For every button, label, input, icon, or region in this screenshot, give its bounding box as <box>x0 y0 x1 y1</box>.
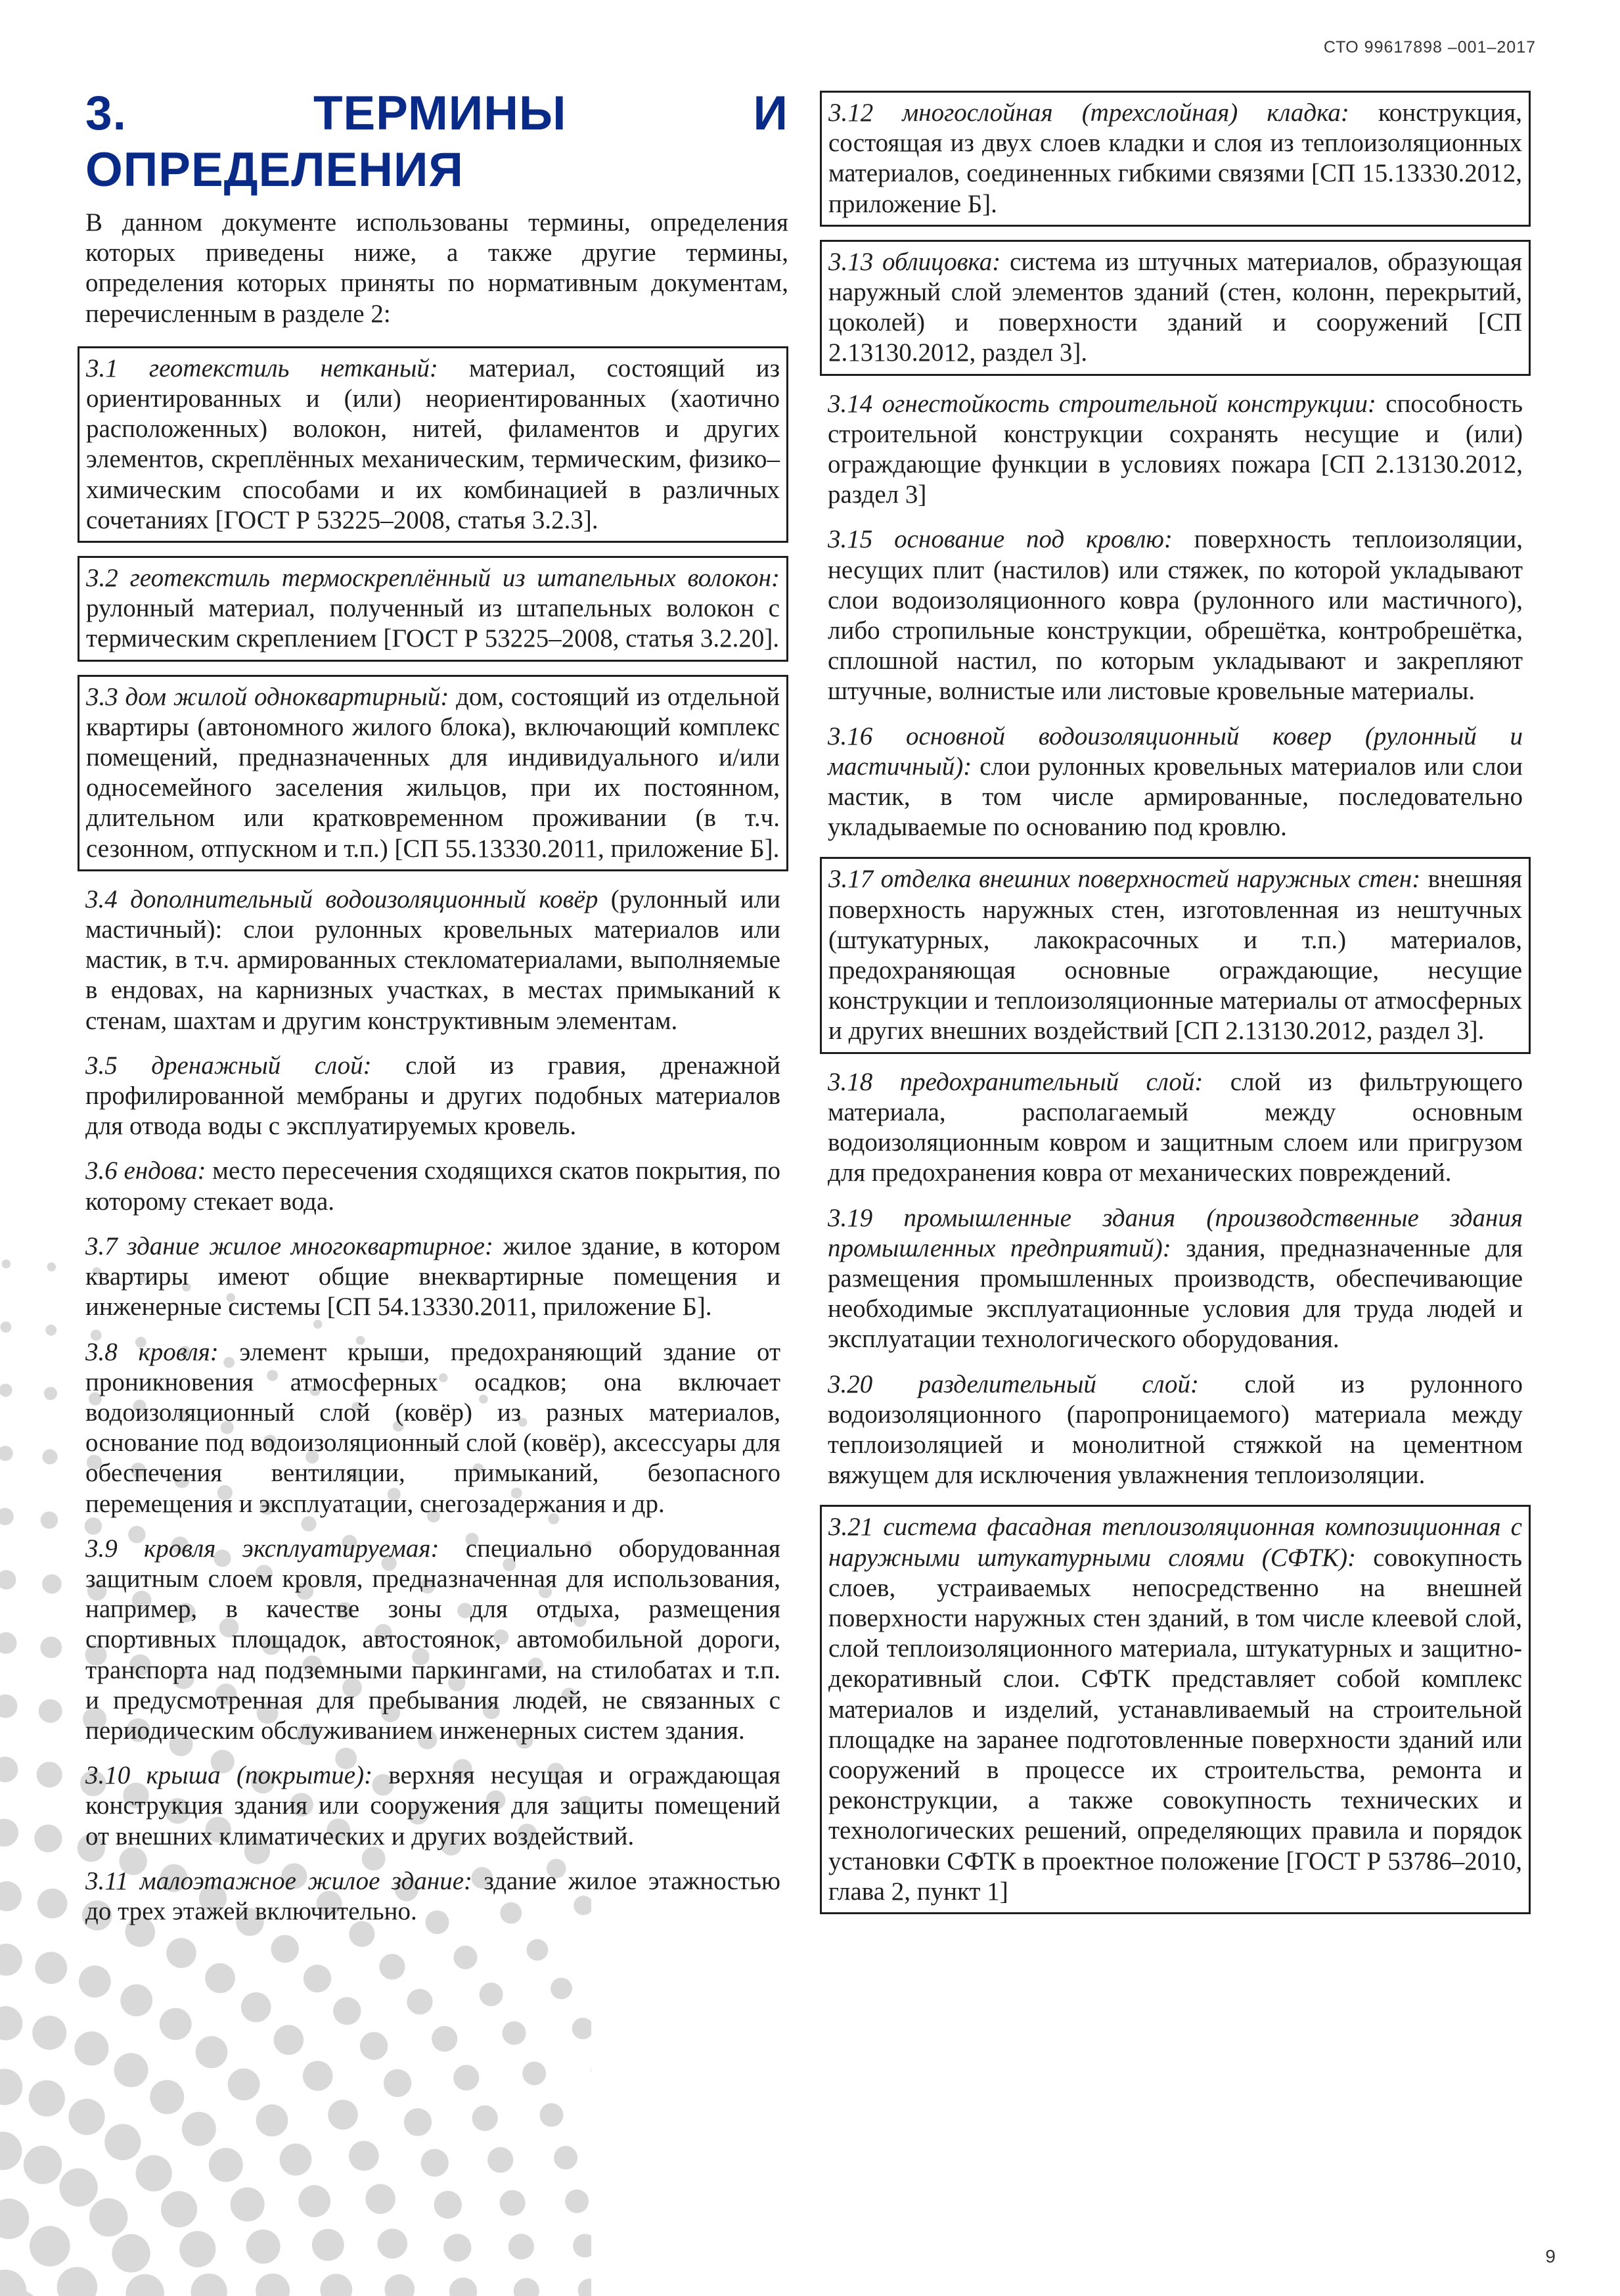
term-heading: 3.21 система фасадная теплоизоляционная композиционная с наружными штукатурными слоями (СФТК): <box>828 1513 1522 1572</box>
decor-dot <box>551 1978 572 2000</box>
decor-dot <box>312 2229 344 2261</box>
decor-dot <box>0 1944 22 1976</box>
term-3-13 <box>820 240 1531 376</box>
term-definition: способность строительной конструкции сохранять несущие и (или) ограждающие функции в условиях пожара [СП 2.13130.2012, раздел 3] <box>828 389 1523 509</box>
decor-dot <box>35 1952 67 1984</box>
decor-dot <box>514 2278 539 2296</box>
decor-dot <box>228 2069 260 2101</box>
section-title: 3. ТЕРМИНЫ И ОПРЕДЕЛЕНИЯ <box>85 87 788 196</box>
decor-dot <box>241 1992 271 2023</box>
term-3-11 <box>78 1866 788 1927</box>
term-definition: здания, предназначенные для размещения промышленных производств, обеспечивающие необходимые эксплуатационные условия для труда людей и эксплуатации технологического оборудования. <box>828 1233 1523 1354</box>
term-heading: 3.4 дополнительный водоизоляционный ковёр <box>85 884 598 913</box>
decor-dot <box>191 2274 227 2296</box>
decor-dot <box>404 2108 432 2136</box>
decor-dot <box>32 2015 66 2050</box>
decor-dot <box>37 1889 68 1919</box>
term-definition: рулонный материал, полученный из штапельных волокон с термическим скреплением [ГОСТ Р 53225–2008, статья 3.2.20]. <box>86 594 780 653</box>
decor-dot <box>45 1325 56 1336</box>
term-heading: 3.11 малоэтажное жилое здание: <box>85 1866 472 1895</box>
decor-dot <box>57 2267 98 2296</box>
decor-dot <box>114 2053 148 2087</box>
decor-dot <box>508 2234 534 2259</box>
decor-dot <box>384 2069 411 2097</box>
decor-dot <box>120 1985 152 2017</box>
term-3-4 <box>78 884 788 1036</box>
decor-dot <box>434 2191 462 2218</box>
term-definition: слой из рулонного водоизоляционного (паропроницаемого) материала между теплоизоляцией и монолитной стяжкой на цементном вяжущем для исключения увлажнения теплоизоляции. <box>828 1369 1523 1490</box>
term-definition: материал, состоящий из ориентированных и (или) неориентированных (хаотично расположенных) волокон, нитей, филаментов и других элементов, скреплённых механическим, термическим, физико–химическим способами и их комбинацией в различных сочетаниях [ГОСТ Р 53225–2008, статья 3.2.3]. <box>86 354 780 534</box>
term-heading: 3.1 геотекстиль нетканый: <box>86 354 438 382</box>
decor-dot <box>256 2274 290 2296</box>
term-heading: 3.17 отделка внешних поверхностей наружных стен: <box>828 865 1421 894</box>
term-definition: здание жилое этажностью до трех этажей включительно. <box>85 1866 780 1925</box>
term-heading: 3.6 ендова: <box>85 1157 206 1185</box>
page-number: 9 <box>1545 2246 1556 2266</box>
term-definition: система из штучных материалов, образующая наружный слой элементов зданий (стен, колонн, перекрытий, цоколей) и поверхности зданий и сооружений [СП 2.13130.2012, раздел 3]. <box>828 247 1522 367</box>
decor-dot <box>500 2190 526 2216</box>
decor-dot <box>37 1762 62 1787</box>
decor-dot <box>40 1637 62 1659</box>
decor-dot <box>179 2231 215 2267</box>
term-definition: слой из гравия, дренажной профилированной мембраны и других подобных материалов для отвода воды с эксплуатируемых кровель. <box>85 1051 780 1141</box>
term-definition: слои рулонных кровельных материалов или слои мастик, в том числе армированные, последовательно укладываемые по основанию под кровлю. <box>828 752 1523 842</box>
decor-dot <box>2 1260 11 1269</box>
decor-dot <box>89 2198 127 2236</box>
decor-dot <box>29 2080 65 2117</box>
term-3-17 <box>820 857 1531 1053</box>
term-definition: дом, состоящий из отдельной квартиры (автономного жилого блока), включающий комплекс помещений, предназначенных для индивидуального и/или односемейного заселения жильцов, при их постоянном, длительном или кратковременном проживании (в т.ч. сезонном, отпускном и т.п.) [СП 55.13330.2011, приложение Б]. <box>86 682 780 863</box>
term-3-1 <box>78 346 788 543</box>
decor-dot <box>161 2191 197 2227</box>
document-code: СТО 99617898 –001–2017 <box>1323 38 1536 57</box>
decor-dot <box>0 1694 18 1718</box>
decor-dot <box>59 2169 97 2207</box>
section-intro: В данном документе использованы термины, определения которых приведены ниже, а также другие термины, определения которых приняты по нормативным документам, перечисленным в разделе 2: <box>85 208 788 328</box>
term-heading: 3.18 предохранительный слой: <box>828 1067 1204 1096</box>
term-3-7 <box>78 1231 788 1323</box>
decor-dot <box>112 2234 150 2272</box>
decor-dot <box>74 2031 108 2065</box>
term-3-14 <box>820 389 1531 511</box>
term-3-19 <box>820 1203 1531 1355</box>
decor-dot <box>126 2274 164 2296</box>
decor-dot <box>453 2065 479 2090</box>
term-heading: 3.14 огнестойкость строительной конструкции: <box>828 389 1376 418</box>
term-3-2 <box>78 556 788 662</box>
decor-dot <box>0 2199 29 2239</box>
decor-dot <box>527 1939 549 1961</box>
term-definition: жилое здание, в котором квартиры имеют общие внеквартирные помещения и инженерные системы [СП 54.13330.2011, приложение Б]. <box>85 1231 780 1321</box>
decor-dot <box>0 1881 22 1912</box>
decor-dot <box>136 2155 172 2192</box>
decor-dot <box>349 2141 379 2171</box>
term-3-5 <box>78 1051 788 1142</box>
term-heading: 3.9 кровля эксплуатируемая: <box>85 1534 439 1563</box>
term-3-18 <box>820 1067 1531 1189</box>
decor-dot <box>160 2008 192 2040</box>
decor-dot <box>385 2274 415 2296</box>
decor-dot <box>0 1632 17 1654</box>
decor-dot <box>24 2146 62 2184</box>
decor-dot <box>565 2190 589 2213</box>
decor-dot <box>379 1954 405 1979</box>
decor-dot <box>0 1508 14 1525</box>
decor-dot <box>0 2132 22 2170</box>
term-definition: место пересечения сходящихся скатов покрытия, по которому стекает вода. <box>85 1157 780 1216</box>
term-definition: конструкция, состоящая из двух слоев кладки и слоя из теплоизоляционных материалов, соединенных гибкими связями [СП 15.13330.2012, приложение Б]. <box>828 99 1522 218</box>
decor-dot <box>303 2061 333 2091</box>
decor-dot <box>407 1989 432 2015</box>
decor-dot <box>39 1699 62 1723</box>
decor-dot <box>34 1825 62 1852</box>
term-heading: 3.16 основной водоизоляционный ковер (рулонный и мастичный): <box>828 722 1523 781</box>
decor-dot <box>365 2184 395 2215</box>
term-definition: верхняя несущая и ограждающая конструкция здания или сооружения для защиты помещений от внешних климатических и других воздействий. <box>85 1761 780 1850</box>
decor-dot <box>246 2230 281 2264</box>
decor-dot <box>432 2026 457 2052</box>
term-3-10 <box>78 1760 788 1852</box>
term-heading: 3.12 многослойная (трехслойная) кладка: <box>828 99 1349 127</box>
decor-dot <box>472 2105 498 2131</box>
decor-dot <box>0 2006 22 2040</box>
decor-dot <box>554 2146 577 2170</box>
decor-dot <box>44 1387 57 1400</box>
decor-dot <box>328 2100 358 2130</box>
decor-dot <box>42 1574 62 1594</box>
decor-dot <box>205 1963 235 1994</box>
term-3-8 <box>78 1337 788 1519</box>
term-definition: специально оборудованная защитным слоем кровля, предназначенная для использования, например, в качестве зоны для отдыха, размещения спортивных площадок, автостоянок, автомобильной дороги, транспорта над подземными паркингами, на стилобатах и т.п. и предусмотренная для пребывания людей, не связанных с периодическим обслуживанием инженерных систем здания. <box>85 1534 780 1745</box>
decor-dot <box>320 2274 352 2296</box>
decor-dot <box>68 2099 104 2135</box>
decor-dot <box>0 1756 18 1782</box>
decor-dot <box>0 1819 18 1847</box>
term-definition: поверхность теплоизоляции, несущих плит (настилов) или стяжек, по которой укладывают слои водоизоляционного ковра (рулонного или мастичного), либо стропильные конструкции, обрешётка, контробрешётка, сплошной настил, по которым укладывают и закрепляют штучные, волнистые или листовые кровельные материалы. <box>828 525 1523 706</box>
decor-dot <box>298 2185 330 2217</box>
decor-dot <box>304 1965 331 1992</box>
decor-dot <box>182 2112 216 2146</box>
term-3-6 <box>78 1156 788 1216</box>
term-definition: слой из фильтрующего материала, располагаемый между основным водоизоляционным ковром и защитным слоем или пригрузом для предохранения ковра от механических повреждений. <box>828 1067 1523 1187</box>
term-heading: 3.7 здание жилое многоквартирное: <box>85 1231 493 1260</box>
decor-dot <box>443 2234 471 2261</box>
decor-dot <box>0 1570 16 1590</box>
left-column <box>78 85 788 1941</box>
term-heading: 3.3 дом жилой одноквартирный: <box>86 682 449 711</box>
term-heading: 3.13 облицовка: <box>828 247 1001 276</box>
decor-dot <box>0 2069 22 2105</box>
term-definition: (рулонный или мастичный): слои рулонных кровельных материалов или мастик, в т.ч. армированных стекломатериалами, выполняемые в ендовах, на карнизных участках, в местах примыканий к стенам, шахтам и другим конструктивным элементам. <box>85 884 780 1035</box>
decor-dot <box>503 2021 526 2045</box>
decor-dot <box>274 2025 304 2055</box>
decor-dot <box>454 1946 478 1969</box>
decor-dot <box>196 2036 228 2069</box>
decor-dot <box>280 2144 312 2176</box>
term-heading: 3.5 дренажный слой: <box>85 1051 372 1080</box>
right-column <box>820 91 1531 1927</box>
decor-dot <box>421 2149 449 2176</box>
term-definition: внешняя поверхность наружных стен, изготовленная из нештучных (штукатурных, лакокрасочных и т.п.) материалов, предохраняющая основные ограждающие, несущие конструкции и теплоизоляционные материалы от атмосферных и других внешних воздействий [СП 2.13130.2012, раздел 3]. <box>828 865 1522 1045</box>
decor-dot <box>79 1965 111 1998</box>
term-heading: 3.2 геотекстиль термоскреплённый из штапельных волокон: <box>86 564 780 593</box>
term-3-12 <box>820 91 1531 227</box>
term-3-15 <box>820 524 1531 706</box>
decor-dot <box>1 1321 12 1333</box>
term-3-9 <box>78 1534 788 1746</box>
decor-dot <box>166 1938 196 1968</box>
decor-dot <box>572 2018 591 2040</box>
term-heading: 3.8 кровля: <box>85 1337 219 1366</box>
term-heading: 3.15 основание под кровлю: <box>828 525 1173 554</box>
decor-dot <box>41 1511 58 1528</box>
decor-dot <box>573 2234 591 2257</box>
term-3-20 <box>820 1369 1531 1491</box>
decor-dot <box>487 2147 513 2172</box>
decor-dot <box>209 2148 243 2182</box>
decor-dot <box>449 2278 477 2296</box>
decor-dot <box>522 2061 546 2085</box>
decor-dot <box>0 1384 12 1397</box>
decor-dot <box>30 2226 70 2266</box>
decor-dot <box>378 2229 408 2259</box>
term-heading: 3.20 разделительный слой: <box>828 1369 1200 1398</box>
decor-dot <box>47 1262 56 1272</box>
decor-dot <box>104 2124 141 2160</box>
decor-dot <box>0 1446 13 1461</box>
term-heading: 3.19 промышленные здания (производственные здания промышленных предприятий): <box>828 1203 1523 1262</box>
term-3-21 <box>820 1505 1531 1914</box>
decor-dot <box>480 1983 503 2006</box>
decor-dot <box>540 2103 564 2127</box>
decor-dot <box>256 2104 288 2136</box>
decor-dot <box>360 2032 388 2059</box>
term-3-16 <box>820 722 1531 843</box>
decor-dot <box>333 1997 361 2025</box>
term-definition: совокупность слоев, устраиваемых непосредственно на внешней поверхности наружных стен зданий, в том числе клеевой слой, слой теплоизоляционного материала, штукатурных и защитно-декоративный слои. СФТК представляет собой комплекс материалов и изделий, устанавливаемый на строительной площадке на заранее подготовленные поверхности зданий или сооружений в процессе их строительства, ремонта и реконструкции, а также совокупность технических и технологических решений, определяющих правила и порядок установки СФТК в проектное положение [ГОСТ Р 53786–2010, глава 2, пункт 1] <box>828 1543 1522 1906</box>
decor-dot <box>42 1449 57 1464</box>
decor-dot <box>231 2188 265 2222</box>
decor-dot <box>150 2080 184 2114</box>
term-definition: элемент крыши, предохраняющий здание от проникновения атмосферных осадков; она включает водоизоляционный слой (ковёр) из разных материалов, основание под водоизоляционный слой (ковёр), аксессуары для обеспечения вентиляции, примыканий, безопасного перемещения и эксплуатации, снегозадержания и др. <box>85 1337 781 1518</box>
decor-dot <box>578 2279 591 2296</box>
term-3-3 <box>78 675 788 871</box>
term-heading: 3.10 крыша (покрытие): <box>85 1761 373 1790</box>
